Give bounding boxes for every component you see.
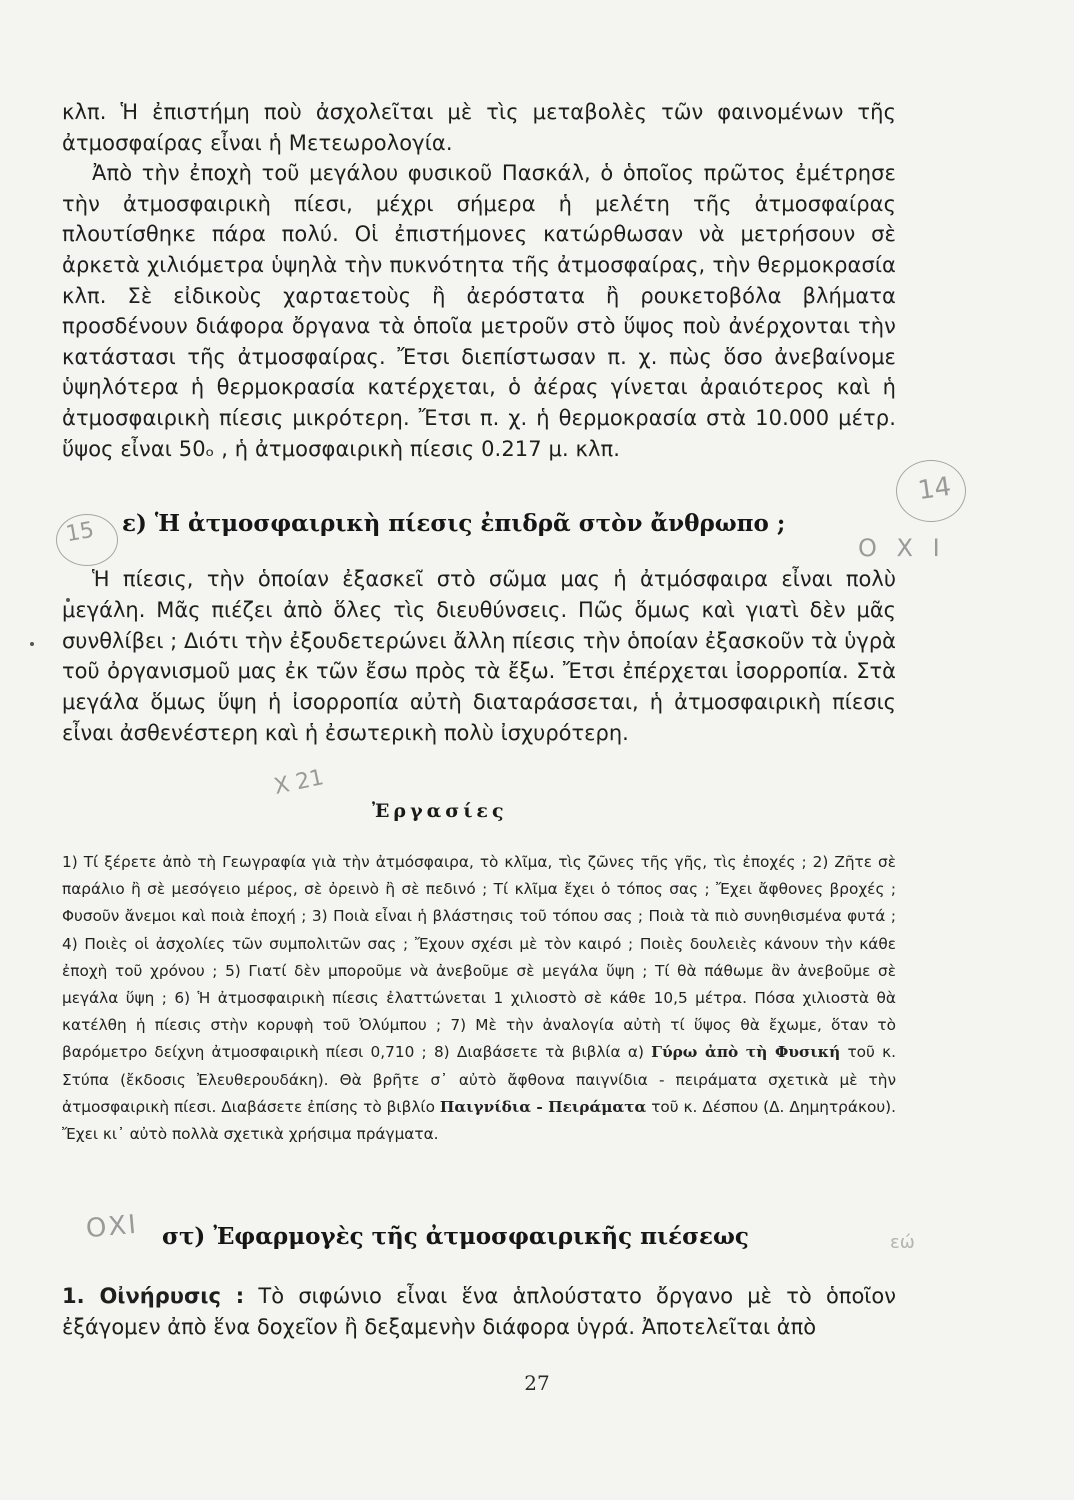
intro-paragraph-2: Ἀπὸ τὴν ἐποχὴ τοῦ μεγάλου φυσικοῦ Πασκάλ, ὁ ὁποῖος πρῶτος ἐμέτρησε τὴν ἀτμοσφαιρικὴ πίεσι, μέχρι σήμερα ἡ μελέτη τῆς ἀτμοσφαίρας πλουτίσθηκε πάρα πολύ. Οἱ ἐπιστήμονες κατώρθωσαν νὰ μετρήσουν σὲ ἀρκετὰ χιλιόμετρα ὑψηλὰ τὴν πυκνότητα τῆς ἀτμοσφαίρας, τὴν θερμοκρασία κλπ. Σὲ εἰδικοὺς χαρταετοὺς ἢ ἀερόστατα ἢ ρουκετοβόλα βλήματα προσδένουν διάφορα ὄργανα τὰ ὁποῖα μετροῦν στὸ ὕψος ποὺ ἀνέρχονται τὴν κατάστασι τῆς ἀτμοσφαίρας. Ἔτσι διεπίστωσαν π. χ. πὼς ὅσο ἀνεβαίνομε ὑψηλότερα ἡ θερμοκρασία κατέρχεται, ὁ ἀέρας γίνεται ἀραιότερος καὶ ἡ ἀτμοσφαιρικὴ πίεσις μικρότερη. Ἔτσι π. χ. ἡ θερμοκρασία στὰ 10.000 μέτρ. ὕψος εἶναι 50ₒ , ἡ ἀτμοσφαιρικὴ πίεσις 0.217 μ. κλπ. <box>62 161 896 461</box>
section-st-heading: στ) Ἐφαρμογὲς τῆς ἀτμοσφαιρικῆς πιέσεως <box>162 1223 749 1250</box>
book-title-2: Παιγνίδια - Πειράματα <box>439 1097 647 1116</box>
section-e-body: Ἡ πίεσις, τὴν ὁποίαν ἐξασκεῖ στὸ σῶμα μας ἡ ἀτμόσφαιρα εἶναι πολὺ μεγάλη. Μᾶς πιέζει ἀπὸ ὅλες τὶς διευθύνσεις. Πῶς ὅμως καὶ γιατὶ δὲν μᾶς συνθλίβει ; Διότι τὴν ἐξουδετερώνει ἄλλη πίεσις τὴν ὁποίαν ἐξασκοῦν τὰ ὑγρὰ τοῦ ὀργανισμοῦ μας ἐκ τῶν ἔσω πρὸς τὰ ἔξω. Ἔτσι ἐπέρχεται ἰσορροπία. Στὰ μεγάλα ὅμως ὕψη ἡ ἰσορροπία αὐτὴ διαταράσσεται, ἡ ἀτμοσφαιρικὴ πίεσις εἶναι ἀσθενέστερη καὶ ἡ ἐσωτερικὴ πολὺ ἰσχυρότερη. <box>62 567 896 745</box>
page-number: 27 <box>524 1371 550 1395</box>
handwritten-note-15: 15 <box>64 517 96 548</box>
section-st-body <box>62 1281 896 1343</box>
handwritten-note-x21: Χ 21 <box>271 765 327 800</box>
book-title-1: Γύρω ἀπὸ τὴ Φυσική <box>651 1043 841 1062</box>
exercises-text-part3: τοῦ κ. Δέσπου (Δ. Δημητράκου). Ἔχει κι᾽ αὐτὸ πολλὰ σχετικὰ χρήσιμα πράγματα. <box>62 1097 896 1144</box>
section-e-heading: ε) Ἡ ἀτμοσφαιρικὴ πίεσις ἐπιδρᾶ στὸν ἄνθρωπο ; <box>122 510 786 537</box>
handwritten-note-14: 14 <box>916 471 954 507</box>
exercises-text-part1: 1) Τί ξέρετε ἀπὸ τὴ Γεωγραφία γιὰ τὴν ἀτμόσφαιρα, τὸ κλῖμα, τὶς ζῶνες τῆς γῆς, τὶς ἐποχές ; 2) Ζῆτε σὲ παράλιο ἢ σὲ μεσόγειο μέρος, σὲ ὀρεινὸ ἢ σὲ πεδινό ; Τί κλῖμα ἔχει ὁ τόπος σας ; Ἔχει ἄφθονες βροχές ; Φυσοῦν ἄνεμοι καὶ ποιὰ ἐποχή ; 3) Ποιὰ εἶναι ἡ βλάστησις τοῦ τόπου σας ; Ποιὰ τὰ πιὸ συνηθισμένα φυτά ; 4) Ποιὲς οἱ ἀσχολίες τῶν συμπολιτῶν σας ; Ἔχουν σχέσι μὲ τὸν καιρό ; Ποιὲς δουλειὲς κάνουν τὴν κάθε ἐποχὴ τοῦ χρόνου ; 5) Γιατί δὲν μποροῦμε νὰ ἀνεβοῦμε σὲ μεγάλα ὕψη ; Τί θὰ πάθωμε ἂν ἀνεβοῦμε σὲ μεγάλα ὕψη ; 6) Ἡ ἀτμοσφαιρικὴ πίεσις ἐλαττώνεται 1 χιλιοστὸ σὲ κάθε 10,5 μέτρα. Πόσα χιλιοστὰ θὰ κατέλθη ἡ πίεσις στὴν κορυφὴ τοῦ Ὀλύμπου ; 7) Μὲ τὴν ἀναλογία αὐτὴ τί ὕψος θὰ ἔχωμε, ὅταν τὸ βαρόμετρο δείχνη ἀτμοσφαιρικὴ πίεσι 0,710 ; 8) Διαβάσετε τὰ βιβλία α) <box>62 853 896 1062</box>
handwritten-note-ox1-top: Ο Χ Ι <box>858 534 946 562</box>
exercises-text-part2: τοῦ κ. Στύπα (ἔκδοσις Ἐλευθερουδάκη). Θὰ βρῆτε σ᾽ αὐτὸ ἄφθονα παιγνίδια - πειράματα σχετικὰ μὲ τὴν ἀτμοσφαιρικὴ πίεσι. Διαβάσετε ἐπίσης τὸ βιβλίο <box>62 1043 896 1116</box>
intro-text <box>62 97 896 464</box>
section-st-lead: 1. Οἰνήρυσις : <box>62 1284 245 1308</box>
exercises-text <box>62 849 896 1148</box>
intro-paragraph-1: κλπ. Ἡ ἐπιστήμη ποὺ ἀσχολεῖται μὲ τὶς μεταβολὲς τῶν φαινομένων τῆς ἀτμοσφαίρας εἶναι ἡ Μετεωρολογία. <box>62 100 896 155</box>
section-st-text: Τὸ σιφώνιο εἶναι ἕνα ἁπλούστατο ὄργανο μὲ τὸ ὁποῖον ἐξάγομεν ἀπὸ ἕνα δοχεῖον ἢ δεξαμενὴν διάφορα ὑγρά. Ἀποτελεῖται ἀπὸ <box>62 1284 896 1339</box>
exercises-title: Ἐργασίες <box>372 800 508 822</box>
margin-dot <box>30 642 34 646</box>
handwritten-note-ea: εώ <box>890 1232 915 1253</box>
handwritten-note-ox1-bottom: ΟΧΙ <box>84 1209 140 1245</box>
